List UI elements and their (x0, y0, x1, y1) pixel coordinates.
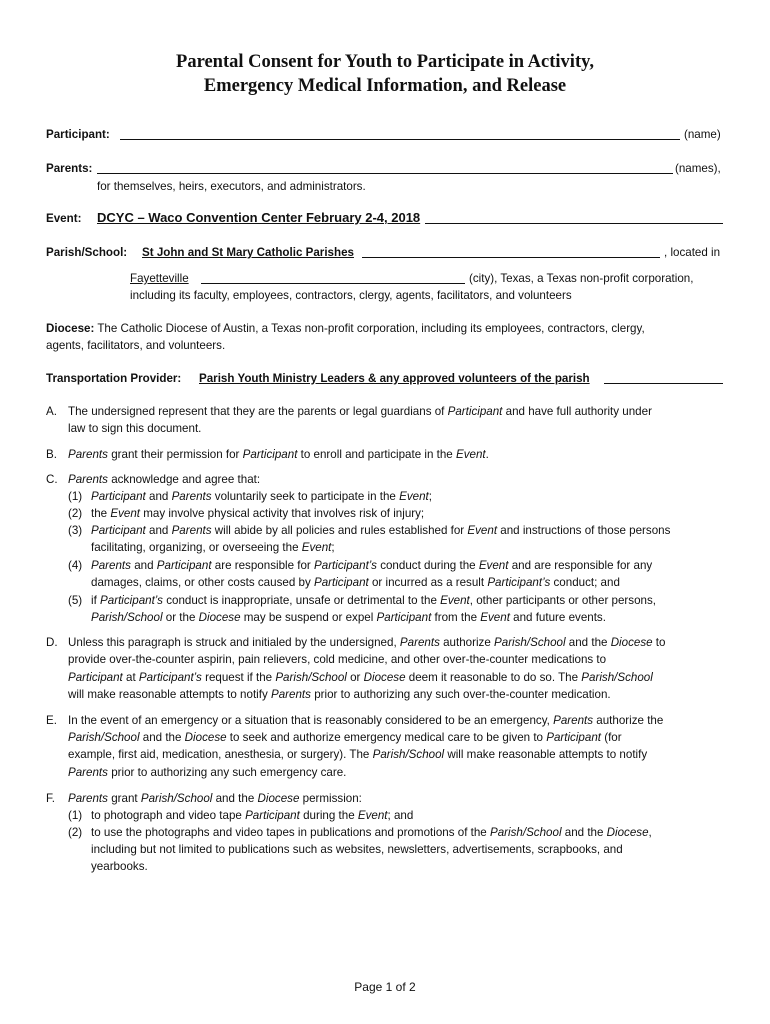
para-d-line1: Unless this paragraph is struck and initialed by the undersigned, Parents authorize Parish/School and the Diocese to (68, 636, 666, 649)
c-item4-line2: damages, claims, or other costs caused by Participant or incurred as a result Participant’s conduct; and (91, 576, 620, 589)
para-c-intro: Parents acknowledge and agree that: (68, 473, 261, 486)
para-a-line2: law to sign this document. (68, 422, 202, 435)
parish-value: St John and St Mary Catholic Parishes (142, 246, 354, 259)
parish-line3: including its faculty, employees, contractors, clergy, agents, facilitators, and volunteers (130, 289, 572, 302)
event-value: DCYC – Waco Convention Center February 2-4, 2018 (97, 210, 421, 225)
transport-value: Parish Youth Ministry Leaders & any approved volunteers of the parish (199, 372, 590, 385)
para-d-line3: Participant at Participant’s request if the Parish/School or Diocese deem it reasonable to do so. The Parish/School (68, 671, 653, 684)
event-blank[interactable] (425, 212, 723, 224)
f-item2-line2: including but not limited to publications such as websites, newsletters, advertisements, scrapbooks, and (91, 843, 623, 856)
parish-city-suffix: (city), Texas, a Texas non-profit corporation, (469, 272, 694, 285)
participant-label: Participant: (46, 128, 110, 141)
parents-names-field[interactable] (97, 162, 673, 174)
marker-f: F. (46, 792, 56, 805)
c-item1: Participant and Parents voluntarily seek to participate in the Event; (91, 490, 432, 503)
marker-a: A. (46, 405, 57, 418)
f-item2-num: (2) (68, 826, 83, 839)
f-item2-line1: to use the photographs and video tapes in publications and promotions of the Parish/School and the Diocese, (91, 826, 652, 839)
para-e-line3: example, first aid, medication, anesthesia, or surgery). The Parish/School will make reasonable attempts to notify (68, 748, 648, 761)
diocese-line2: agents, facilitators, and volunteers. (46, 339, 226, 352)
para-a-line1: The undersigned represent that they are the parents or legal guardians of Participant and have full authority under (68, 405, 652, 418)
parents-label: Parents: (46, 162, 93, 175)
transport-blank[interactable] (604, 372, 723, 384)
f-item2-line3: yearbooks. (91, 860, 148, 873)
c-item2-num: (2) (68, 507, 83, 520)
c-item3-num: (3) (68, 524, 83, 537)
parish-label: Parish/School: (46, 246, 128, 259)
c-item1-num: (1) (68, 490, 83, 503)
para-e-line1: In the event of an emergency or a situation that is reasonably considered to be an emergency, Parents authorize the (68, 714, 664, 727)
para-d-line4: will make reasonable attempts to notify Parents prior to authorizing any such over-the-counter medication. (68, 688, 611, 701)
para-b: Parents grant their permission for Participant to enroll and participate in the Event. (68, 448, 489, 461)
c-item5-num: (5) (68, 594, 83, 607)
f-item1: to photograph and video tape Participant during the Event; and (91, 809, 414, 822)
parish-city: Fayetteville (130, 272, 189, 285)
c-item4-line1: Parents and Participant are responsible for Participant’s conduct during the Event and are responsible for any (91, 559, 653, 572)
city-blank[interactable] (201, 272, 465, 284)
f-item1-num: (1) (68, 809, 83, 822)
marker-c: C. (46, 473, 58, 486)
para-e-line2: Parish/School and the Diocese to seek and authorize emergency medical care to be given to Participant (for (68, 731, 622, 744)
participant-suffix: (name) (684, 128, 721, 141)
c-item4-num: (4) (68, 559, 83, 572)
c-item5-line2: Parish/School or the Diocese may be suspend or expel Participant from the Event and future events. (91, 611, 606, 624)
c-item2: the Event may involve physical activity that involves risk of injury; (91, 507, 425, 520)
c-item3-line2: facilitating, organizing, or overseeing the Event; (91, 541, 335, 554)
c-item5-line1: if Participant’s conduct is inappropriate, unsafe or detrimental to the Event, other participants or other persons, (91, 594, 657, 607)
parents-suffix: (names), (675, 162, 721, 175)
event-label: Event: (46, 212, 82, 225)
parents-line2: for themselves, heirs, executors, and administrators. (97, 180, 366, 193)
para-d-line2: provide over-the-counter aspirin, pain relievers, cold medicine, and other over-the-counter medications to (68, 653, 607, 666)
para-f-intro: Parents grant Parish/School and the Diocese permission: (68, 792, 362, 805)
parish-blank[interactable] (362, 246, 660, 258)
form-title-line2: Emergency Medical Information, and Release (203, 76, 567, 96)
c-item3-line1: Participant and Parents will abide by all policies and rules established for Event and instructions of those persons (91, 524, 671, 537)
form-title-line1: Parental Consent for Youth to Participate in Activity, (176, 52, 594, 72)
marker-b: B. (46, 448, 57, 461)
marker-d: D. (46, 636, 58, 649)
parish-located: , located in (664, 246, 721, 259)
para-e-line4: Parents prior to authorizing any such emergency care. (68, 766, 347, 779)
diocese-line1: Diocese: The Catholic Diocese of Austin, a Texas non-profit corporation, including its employees, contractors, clergy, (46, 322, 645, 335)
marker-e: E. (46, 714, 57, 727)
transport-label: Transportation Provider: (46, 372, 182, 385)
page-number: Page 1 of 2 (354, 980, 416, 994)
diocese-label: Diocese: (46, 322, 95, 335)
participant-name-field[interactable] (120, 128, 680, 140)
